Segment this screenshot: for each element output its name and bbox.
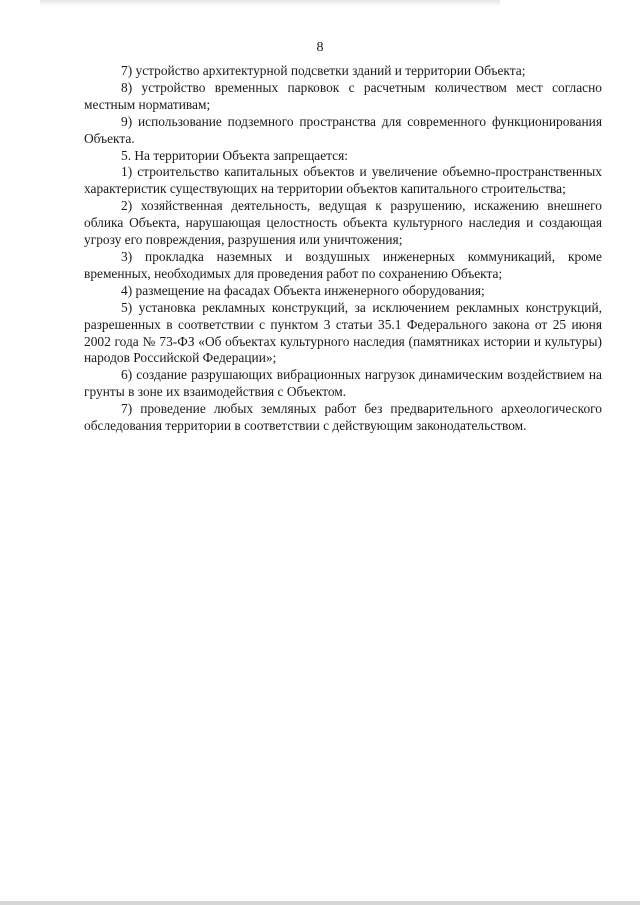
scan-bottom-edge [0, 901, 640, 905]
section-5-heading: 5. На территории Объекта запрещается: [121, 147, 348, 163]
prohibition-item-5: 5) установка рекламных конструкций, за исключением рекламных конструкций, разрешенных в соответствии с пунктом 3 статьи 35.1 Федерального закона от 25 июня 2002 года № 73-ФЗ «Об объектах культурного наследия (памятниках истории и культуры) народов Российской Федерации»; [84, 299, 602, 366]
prohibition-item-1: 1) строительство капитальных объектов и увеличение объемно-пространственных характеристик существующих на территории объектов капитального строительства; [84, 164, 602, 197]
paragraph-item-7-lighting: 7) устройство архитектурной подсветки зданий и территории Объекта; [121, 63, 526, 78]
prohibition-item-3: 3) прокладка наземных и воздушных инженерных коммуникаций, кроме временных, необходимых для проведения работ по сохранению Объекта; [84, 248, 602, 281]
prohibition-item-7: 7) проведение любых земляных работ без предварительного археологического обследования территории в соответствии с действующим законодательством. [84, 401, 602, 434]
page-number: 8 [316, 40, 324, 55]
prohibition-item-4: 4) размещение на фасадах Объекта инженерного оборудования; [121, 282, 485, 298]
prohibition-item-6: 6) создание разрушающих вибрационных нагрузок динамическим воздействием на грунты в зоне их взаимодействия с Объектом. [84, 367, 602, 400]
prohibition-item-2: 2) хозяйственная деятельность, ведущая к разрушению, искажению внешнего облика Объекта, нарушающая целостность объекта культурного наследия и создающая угрозу его повреждения, разрушения или уничтожения; [84, 198, 602, 248]
document-body [84, 63, 602, 435]
paragraph-item-9-underground: 9) использование подземного пространства для современного функционирования Объекта. [84, 113, 602, 146]
paragraph-item-8-parking: 8) устройство временных парковок с расчетным количеством мест согласно местным нормативам; [84, 79, 602, 112]
